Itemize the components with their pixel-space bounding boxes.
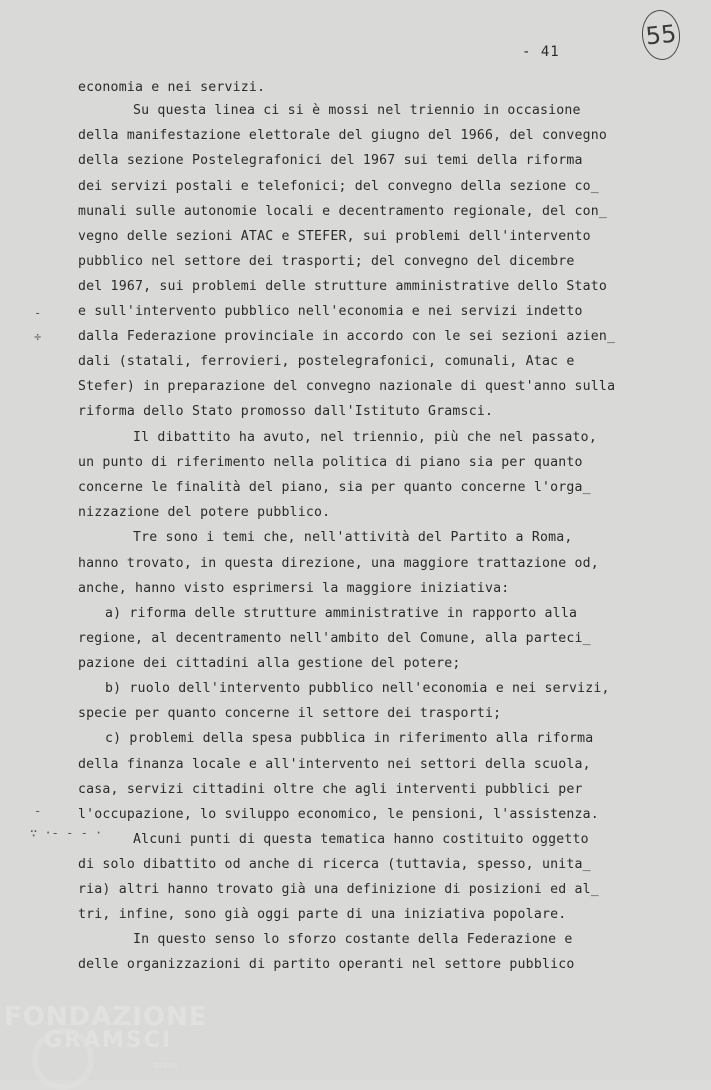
text-line: e sull'intervento pubblico nell'economia e nei servizi indetto (78, 304, 583, 319)
text-line: pazione dei cittadini alla gestione del potere; (78, 656, 461, 671)
text-line: Il dibattito ha avuto, nel triennio, più che nel passato, (133, 430, 597, 445)
text-line: Stefer) in preparazione del convegno nazionale di quest'anno sulla (78, 379, 616, 394)
text-line: un punto di riferimento nella politica di piano sia per quanto (78, 455, 583, 470)
margin-mark: ∵ ·- - - · (30, 826, 103, 840)
text-line: pubblico nel settore dei trasporti; del convegno del dicembre (78, 254, 575, 269)
text-line: della sezione Postelegrafonici del 1967 sui temi della riforma (78, 153, 583, 168)
margin-mark: - (34, 306, 42, 320)
text-line: ria) altri hanno trovato già una definizione di posizioni ed al_ (78, 882, 599, 897)
text-line: casa, servizi cittadini oltre che agli interventi pubblici per (78, 782, 583, 797)
text-line: specie per quanto concerne il settore dei trasporti; (78, 706, 502, 721)
text-line: concerne le finalità del piano, sia per quanto concerne l'orga_ (78, 480, 591, 495)
text-line: di solo dibattito od anche di ricerca (tuttavia, spesso, unita_ (78, 857, 591, 872)
text-line: Tre sono i temi che, nell'attività del Partito a Roma, (133, 530, 573, 545)
archive-number-circle (639, 8, 682, 62)
text-line: vegno delle sezioni ATAC e STEFER, sui problemi dell'intervento (78, 229, 591, 244)
page-number: - 41 (522, 44, 560, 60)
text-line: regione, al decentramento nell'ambito del Comune, alla parteci_ (78, 631, 591, 646)
text-line: b) ruolo dell'intervento pubblico nell'economia e nei servizi, (105, 681, 610, 696)
text-line: delle organizzazioni di partito operanti nel settore pubblico (78, 957, 575, 972)
text-line: del 1967, sui problemi delle strutture amministrative dello Stato (78, 279, 608, 294)
watermark-logo-circle (32, 1028, 94, 1090)
text-line: tri, infine, sono già oggi parte di una iniziativa popolare. (78, 907, 567, 922)
fondazione-gramsci-watermark (4, 1002, 207, 1072)
text-line: riforma dello Stato promosso dall'Istituto Gramsci. (78, 404, 494, 419)
text-line: l'occupazione, lo sviluppo economico, le pensioni, l'assistenza. (78, 807, 599, 822)
text-line: a) riforma delle strutture amministrative in rapporto alla (105, 606, 578, 621)
text-line: dei servizi postali e telefonici; del convegno della sezione co_ (78, 179, 599, 194)
text-line: Alcuni punti di questa tematica hanno costituito oggetto (133, 832, 589, 847)
archive-number: 55 (644, 19, 678, 51)
text-line: economia e nei servizi. (78, 80, 266, 95)
text-line: hanno trovato, in questa direzione, una maggiore trattazione od, (78, 556, 599, 571)
watermark-line-1: FONDAZIONE (4, 1002, 208, 1032)
text-line: anche, hanno visto esprimersi la maggiore iniziativa: (78, 581, 510, 596)
margin-mark: - (34, 804, 42, 818)
watermark-line-3: onlus (154, 1061, 179, 1071)
text-line: Su questa linea ci si è mossi nel triennio in occasione (133, 103, 581, 118)
text-line: della finanza locale e all'intervento nei settori della scuola, (78, 757, 591, 772)
margin-mark: ÷ (34, 330, 42, 344)
text-line: nizzazione del potere pubblico. (78, 505, 331, 520)
text-line: dali (statali, ferrovieri, postelegrafonici, comunali, Atac e (78, 354, 575, 369)
text-line: dalla Federazione provinciale in accordo con le sei sezioni azien_ (78, 329, 616, 344)
text-line: munali sulle autonomie locali e decentramento regionale, del con_ (78, 204, 608, 219)
watermark-line-2: GRAMSCI (44, 1028, 173, 1053)
text-line: In questo senso lo sforzo costante della Federazione e (133, 932, 573, 947)
text-line: c) problemi della spesa pubblica in riferimento alla riforma (105, 731, 594, 746)
text-line: della manifestazione elettorale del giugno del 1966, del convegno (78, 128, 608, 143)
